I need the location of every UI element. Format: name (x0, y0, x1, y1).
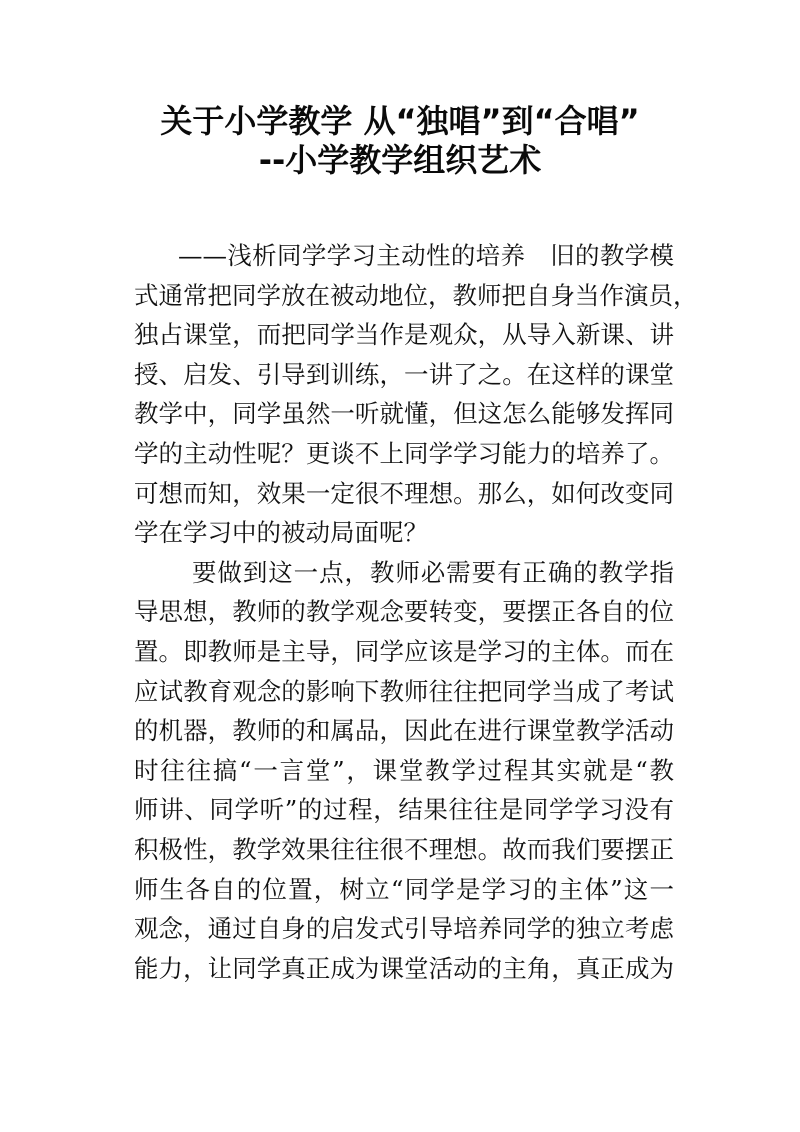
document-body (134, 236, 698, 988)
document-title-line-2: --小学教学组织艺术 (258, 141, 542, 179)
paragraph-2-line: 导思想，教师的教学观念要转变，要摆正各自的位 (134, 597, 674, 627)
paragraph-1-line: 学的主动性呢？更谈不上同学学习能力的培养了。 (134, 438, 674, 468)
paragraph-2-line: 要做到这一点，教师必需要有正确的教学指 (192, 557, 674, 587)
paragraph-1-line: ——浅析同学学习主动性的培养 旧的教学模 (178, 241, 674, 270)
document-title-line-1: 关于小学教学 从“独唱”到“合唱” (160, 102, 640, 140)
paragraph-1-line: 授、启发、引导到训练，一讲了之。在这样的课堂 (134, 359, 674, 389)
paragraph-2-line: 师生各自的位置，树立“同学是学习的主体”这一 (134, 874, 674, 904)
paragraph-2-line: 应试教育观念的影响下教师往往把同学当成了考试 (134, 676, 674, 706)
paragraph-2-line: 的机器，教师的和属品，因此在进行课堂教学活动 (134, 716, 674, 746)
paragraph-2-line: 置。即教师是主导，同学应该是学习的主体。而在 (134, 636, 674, 666)
paragraph-2-line: 能力，让同学真正成为课堂活动的主角，真正成为 (134, 953, 674, 983)
paragraph-1-line: 教学中，同学虽然一听就懂，但这怎么能够发挥同 (134, 399, 674, 429)
paragraph-1-line: 学在学习中的被动局面呢？ (134, 518, 428, 548)
paragraph-2-line: 师讲、同学听”的过程，结果往往是同学学习没有 (134, 795, 674, 825)
paragraph-1-line: 可想而知，效果一定很不理想。那么，如何改变同 (134, 478, 674, 508)
paragraph-1-line: 独占课堂，而把同学当作是观众，从导入新课、讲 (134, 320, 674, 350)
paragraph-2-line: 积极性，教学效果往往很不理想。故而我们要摆正 (134, 834, 674, 864)
paragraph-2-line: 观念，通过自身的启发式引导培养同学的独立考虑 (134, 914, 674, 944)
paragraph-1-line: 式通常把同学放在被动地位，教师把自身当作演员， (134, 280, 698, 310)
paragraph-2-line: 时往往搞“一言堂”，课堂教学过程其实就是“教 (134, 755, 674, 785)
